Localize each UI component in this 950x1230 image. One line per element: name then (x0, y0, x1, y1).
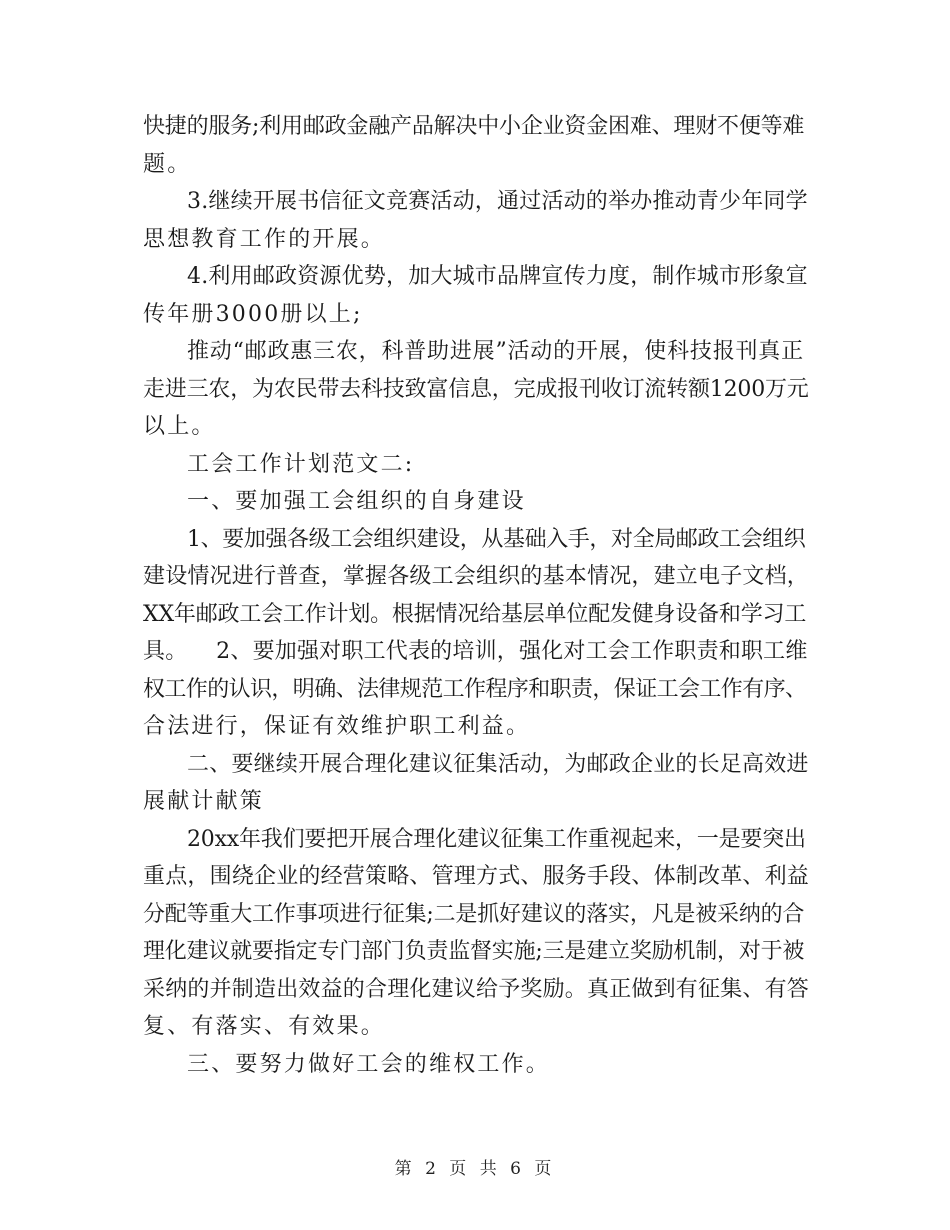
text-line: 传年册3000册以上; (143, 301, 363, 327)
text-line: 3.继续开展书信征文竞赛活动，通过活动的举办推动青少年同学 (187, 189, 808, 214)
text-line: 具。 2、要加强对职工代表的培训，强化对工会工作职责和职工维 (143, 639, 808, 664)
document-body (143, 108, 809, 1083)
text-line: 以上。 (143, 414, 216, 439)
text-line: 推动“邮政惠三农，科普助进展”活动的开展，使科技报刊真正 (187, 339, 804, 364)
text-line: 快捷的服务;利用邮政金融产品解决中小企业资金困难、理财不便等难 (143, 114, 805, 139)
text-line: 思想教育工作的开展。 (143, 226, 386, 252)
text-line: 采纳的并制造出效益的合理化建议给予奖励。真正做到有征集、有答 (143, 976, 810, 1002)
text-line: 走进三农，为农民带去科技致富信息，完成报刊收订流转额1200万元 (143, 376, 809, 402)
text-line: 题。 (143, 151, 192, 177)
text-line: 合法进行，保证有效维护职工利益。 (143, 714, 531, 739)
text-line: 20xx年我们要把开展合理化建议征集工作重视起来，一是要突出 (187, 826, 806, 852)
text-line: 建设情况进行普查，掌握各级工会组织的基本情况，建立电子文档， (143, 564, 810, 589)
text-line: 分配等重大工作事项进行征集;二是抓好建议的落实，凡是被采纳的合 (143, 901, 805, 927)
text-line: 展献计献策 (143, 789, 265, 814)
text-line: 理化建议就要指定专门部门负责监督实施;三是建立奖励机制，对于被 (143, 939, 805, 964)
text-line: 复、有落实、有效果。 (143, 1014, 386, 1039)
text-line: 4.利用邮政资源优势，加大城市品牌宣传力度，制作城市形象宣 (187, 264, 808, 289)
page-number-footer: 第 2 页 共 6 页 (394, 1159, 556, 1179)
section-heading: 一、要加强工会组织的自身建设 (187, 489, 526, 514)
text-line: XX年邮政工会工作计划。根据情况给基层单位配发健身设备和学习工 (143, 601, 807, 627)
section-heading: 二、要继续开展合理化建议征集活动，为邮政企业的长足高效进 (187, 751, 809, 777)
section-heading: 三、要努力做好工会的维权工作。 (187, 1051, 551, 1077)
text-line: 重点，围绕企业的经营策略、管理方式、服务手段、体制改革、利益 (143, 864, 810, 889)
section-heading: 工会工作计划范文二: (187, 451, 415, 477)
text-line: 1、要加强各级工会组织建设，从基础入手，对全局邮政工会组织 (187, 526, 806, 552)
text-line: 权工作的认识，明确、法律规范工作程序和职责，保证工会工作有序、 (143, 676, 807, 702)
